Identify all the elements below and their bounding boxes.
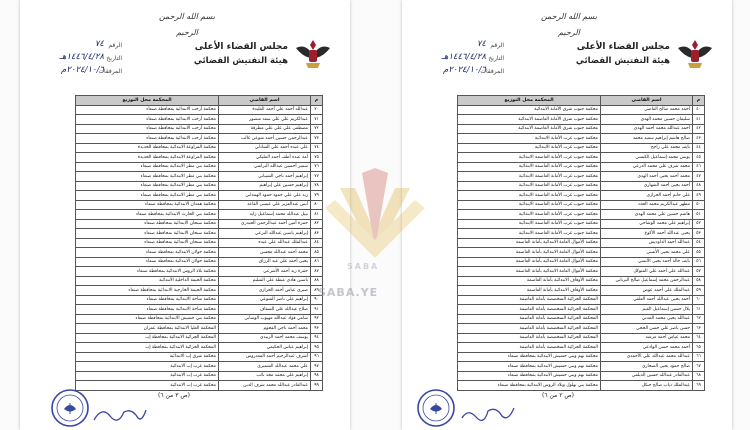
court-cell: محكمة الأوقاف الابتدائية بأمانة العاصمة [458,276,601,286]
row-number: ٥٣ [693,229,705,239]
court-cell: محكمة جنوب غرب الأمانة العاصمة الابتدائية [458,200,601,210]
table-row [458,134,705,144]
page-number: (ص ٢ من ٦) [542,392,574,399]
table-row [458,191,705,201]
table-row [458,124,705,134]
table-row [458,333,705,343]
row-number: ٤٤ [693,143,705,153]
row-number: ٦٦ [693,352,705,362]
table-row [458,143,705,153]
table-row [76,210,323,220]
table-row [458,371,705,381]
judge-name-cell: أنس عبدالعزيز علي عيسى القاعد [219,200,311,210]
judge-name-cell: مصطفى علي علي علي مطرقة [219,124,311,134]
row-number: ٤٣ [693,134,705,144]
watermark-brand: SABA [347,262,380,271]
row-number: ٦٩ [693,381,705,391]
court-cell: محكمة أرحب الابتدائية بمحافظة صنعاء [76,115,219,125]
court-cell: محكمة أرحب الابتدائية بمحافظة صنعاء [76,124,219,134]
court-cell: محكمة جنوب غرب الأمانة العاصمة الابتدائية [458,162,601,172]
table-row [76,105,323,115]
row-number: ٨٥ [311,248,323,258]
court-cell: محكمة المراوعة الابتدائية بمحافظة الحديدة [76,153,219,163]
table-header-row [76,96,323,106]
judge-name-cell: سليمان حسين محمد الهدي [601,115,693,125]
yemen-eagle-emblem-icon [294,36,332,72]
judge-name-cell: صبري عباس أحمد الحرازي [219,286,311,296]
row-number: ٦٧ [693,362,705,372]
judge-name-cell: أحمد محمد حسن الوادعي [601,343,693,353]
judge-name-cell: يوسف محمد أحمد الزبيدي [219,333,311,343]
court-cell: محكمة الأموال العامة الابتدائية بأمانة العاصمة [458,248,601,258]
court-cell: محكمة خولان الابتدائية بمحافظة صنعاء [76,257,219,267]
judge-name-cell: أحمد عبدالله محمد أحمد الهدي [601,124,693,134]
official-stamp-icon [416,388,456,428]
court-cell: محكمة بني مطر الابتدائية بمحافظة صنعاء [76,162,219,172]
court-cell: محكمة جنوب غرب الأمانة العاصمة الابتدائية [458,172,601,182]
judge-name-cell: سامي فؤاد عبدالله مهيوب الوصابي [219,314,311,324]
row-number: ٦٥ [693,343,705,353]
court-cell: المحكمة الجزائية المتخصصة بأمانة العاصمة [458,305,601,315]
row-number: ٨٦ [311,257,323,267]
judge-name-cell: عبدالله أحمد علي أحمد القليدة [219,105,311,115]
row-number: ٦١ [693,305,705,315]
table-row [458,210,705,220]
row-number: ٨٧ [311,267,323,277]
judge-name-cell: حمزة زيد أحمد الأشرعي [219,267,311,277]
reference-date-hijri: ١٤٤٦/٤/٢٨هـ [441,52,486,62]
court-cell: محكمة أرحب الابتدائية بمحافظة صنعاء [76,105,219,115]
court-cell: المحكمة الجزائية الابتدائية بمحافظة إب [76,333,219,343]
row-number: ٧٧ [311,172,323,182]
judge-name-cell: أحمد محمد صالح القاضي [601,105,693,115]
court-cell: محكمة جنوب غرب الأمانة العاصمة الابتدائية [458,181,601,191]
signature-icon [90,402,150,426]
table-row [458,267,705,277]
number-label: الرقم [490,42,504,49]
court-cell: محكمة جنوب غرب الأمانة العاصمة الابتدائية [458,229,601,239]
row-number: ٧٨ [311,181,323,191]
judge-name-cell: إبراهيم أحمد ناجي الشيباني [219,172,311,182]
court-cell: محكمة جنوب شرق الأمانة الابتدائية [458,105,601,115]
row-number: ٩٠ [311,295,323,305]
judge-name-cell: يحيى عبدالله أحمد الأكوع [601,229,693,239]
table-row [76,219,323,229]
row-number: ٤٨ [693,181,705,191]
row-number: ٧٥ [311,153,323,163]
attachments-label: المرفقات [480,68,504,75]
table-row [458,314,705,324]
court-cell: محكمة أرحب الابتدائية بمحافظة صنعاء [76,134,219,144]
row-number: ٩٣ [311,324,323,334]
court-cell: المحكمة العليا الابتدائية بمحافظة عمران [76,324,219,334]
row-number: ٩٦ [311,352,323,362]
inspection-body-name: هيئة التفتيش القضائي [575,56,670,66]
court-cell: محكمة جنوب غرب الأمانة العاصمة الابتدائية [458,191,601,201]
court-cell: المحكمة الجزائية المتخصصة بأمانة العاصمة [458,295,601,305]
table-row [458,200,705,210]
table-row [458,105,705,115]
judge-name-cell: عبدالملك عبدالله علي عبده [219,238,311,248]
court-cell: المحكمة الجزائية المتخصصة بأمانة العاصمة [458,314,601,324]
council-name: مجلس القضاء الأعلى [576,42,670,52]
court-cell: محكمة نهم وبني حشيش الابتدائية بمحافظة صنعاء [458,362,601,372]
reference-number: ٧٤ [476,39,486,49]
court-cell: محكمة نهم وبني حشيش الابتدائية بمحافظة صنعاء [458,352,601,362]
table-row [458,238,705,248]
court-cell: المحكمة الجزائية الابتدائية بمحافظة إب [76,343,219,353]
court-cell: محكمة جنوب غرب الأمانة العاصمة الابتدائية [458,219,601,229]
row-number: ٦٨ [693,371,705,381]
judge-name-cell: هاشم حسين علي محمد الهدي [601,210,693,220]
court-cell: محكمة غرب إب الابتدائية [76,371,219,381]
table-row [76,181,323,191]
court-cell: محكمة جنوب شرق الأمانة العاصمة الابتدائية [458,115,601,125]
court-cell: محكمة الحيمة الخارجية الابتدائية بمحافظة صنعاء [76,286,219,296]
left-table-body [76,105,323,390]
row-number: ٥٠ [693,200,705,210]
table-row [458,248,705,258]
court-cell: محكمة جنوب غرب الأمانة العاصمة الابتدائية [458,210,601,220]
court-cell: محكمة سنحان الابتدائية بمحافظة صنعاء [76,219,219,229]
row-number: ٧٦ [311,162,323,172]
court-cell: محكمة نهم وبني حشيش الابتدائية بمحافظة صنعاء [458,371,601,381]
judge-name-cell: عبدالقادر عبدالله حسين الديلمي [601,371,693,381]
table-row [458,257,705,267]
judges-distribution-table [75,95,323,391]
court-cell: محكمة الحيمة الداخلية الابتدائية [76,276,219,286]
inspection-body-name: هيئة التفتيش القضائي [193,56,288,66]
judge-name-cell: محمد أحمد ناجي القحوم [219,324,311,334]
judge-name-cell: إبراهيم حسين علي إبراهيم [219,181,311,191]
court-cell: المحكمة الجزائية المتخصصة بأمانة العاصمة [458,343,601,353]
row-number: ٦٠ [693,295,705,305]
judge-name-cell: يونس محمد إسماعيل الكبسي [601,153,693,163]
judge-name-cell: أشرف عبدالرحيم أحمد المعدروس [219,352,311,362]
table-row [458,219,705,229]
table-row [76,229,323,239]
column-header-judge-name: اسم القاضي [601,96,693,106]
table-row [458,162,705,172]
row-number: ٨٨ [311,276,323,286]
table-row [76,200,323,210]
judge-name-cell: سمير أحسين عبدالله البراشي [219,162,311,172]
judge-name-cell: محمد شرف علي محمد الدرعي [601,162,693,172]
judge-name-cell: إبراهيم علي محمد مجد نائب [219,371,311,381]
table-row [458,352,705,362]
judge-name-cell: صلاح عبدالله علي السقاف [219,305,311,315]
court-cell: محكمة الأموال العامة الابتدائية بأمانة العاصمة [458,267,601,277]
table-row [458,324,705,334]
judge-name-cell: محمد أحمد يحيى أحمد الهدي [601,172,693,182]
table-row [458,276,705,286]
court-cell: محكمة بني بهلول وبلاد الروس الابتدائية بمحافظة صنعاء [458,381,601,391]
row-number: ٤٥ [693,153,705,163]
table-row [458,295,705,305]
table-row [458,153,705,163]
row-number: ٨٩ [311,286,323,296]
row-number: ٦٢ [693,314,705,324]
table-row [76,295,323,305]
row-number: ٩٧ [311,362,323,372]
date-label: التاريخ [106,55,122,62]
table-row [76,371,323,381]
judge-name-cell: عبدالرحمن محمد إسماعيل صالح البرتاني [601,276,693,286]
judge-name-cell: عبدالله يحيى محمد المدني [601,314,693,324]
court-cell: محكمة الأموال العامة الابتدائية بأمانة العاصمة [458,257,601,267]
row-number: ٤٠ [693,105,705,115]
column-header-num: م [311,96,323,106]
judge-name-cell: عبدالله محمد عبدالله علي الأحمدي [601,352,693,362]
reference-number: ٧٤ [94,39,104,49]
row-number: ٥٦ [693,257,705,267]
court-cell: محكمة بني مطر الابتدائية بمحافظة صنعاء [76,181,219,191]
judge-name-cell: علي حاتم أحمد الحرازي [601,191,693,201]
table-row [458,305,705,315]
row-number: ٧٠ [311,105,323,115]
reference-date-hijri: ١٤٤٦/٤/٢٨هـ [59,52,104,62]
table-row [76,248,323,258]
court-cell: محكمة سنحان الابتدائية بمحافظة صنعاء [76,238,219,248]
table-row [76,305,323,315]
row-number: ٥٤ [693,238,705,248]
table-row [76,276,323,286]
table-row [458,286,705,296]
court-cell: محكمة بني مطر الابتدائية بمحافظة صنعاء [76,191,219,201]
table-row [458,343,705,353]
attachments-label: المرفقات [98,68,122,75]
row-number: ٧٤ [311,143,323,153]
row-number: ٨١ [311,210,323,220]
judge-name-cell: إبراهيم عباس الحكيمي [219,343,311,353]
row-number: ٥٥ [693,248,705,258]
number-label: الرقم [108,42,122,49]
judge-name-cell: عبدالقادر عبدالله محمد شرف الدين [219,381,311,391]
court-cell: محكمة جنوب غرب الأمانة العاصمة الابتدائية [458,153,601,163]
table-row [76,333,323,343]
judge-name-cell: أحمد يحيى أحمد الشهاري [601,181,693,191]
judge-name-cell: بلال حسين إسماعيل القيم [601,305,693,315]
table-row [76,191,323,201]
row-number: ٩٥ [311,343,323,353]
table-row [76,124,323,134]
judge-name-cell: صالح هاشم إبراهيم سعيد محمد [601,134,693,144]
court-cell: محكمة بني مطر الابتدائية بمحافظة صنعاء [76,172,219,182]
table-row [76,162,323,172]
court-cell: محكمة بلاد الروس الابتدائية بمحافظة صنعاء [76,267,219,277]
table-row [458,181,705,191]
court-cell: محكمة غرب إب الابتدائية [76,362,219,372]
row-number: ٨٤ [311,238,323,248]
court-cell: محكمة شرق إب الابتدائية [76,352,219,362]
table-row [458,172,705,182]
court-cell: محكمة جنوب شرق الأمانة العاصمة الابتدائية [458,124,601,134]
table-row [76,286,323,296]
court-cell: محكمة مناخة الابتدائية بمحافظة صنعاء [76,295,219,305]
court-cell: محكمة بني حشيش الابتدائية بمحافظة صنعاء [76,314,219,324]
document-page-3 [20,0,350,430]
judge-name-cell: محمد أحمد عبدالله محسن [219,248,311,258]
judge-name-cell: عبدالكريم علي علي سعد منصور [219,115,311,125]
table-row [458,115,705,125]
column-header-judge-name: اسم القاضي [219,96,311,106]
row-number: ٩٩ [311,381,323,391]
table-row [458,362,705,372]
table-row [76,257,323,267]
row-number: ٤٧ [693,172,705,182]
row-number: ٤٩ [693,191,705,201]
yemen-eagle-emblem-icon [676,36,714,72]
judge-name-cell: علي محمد عبدالله الشميري [219,362,311,372]
judge-name-cell: علي محمد يحيى الأنسي [601,248,693,258]
judge-name-cell: نبيل عبدالله محمد إسماعيل زايد [219,210,311,220]
row-number: ٧٢ [311,124,323,134]
row-number: ٦٤ [693,333,705,343]
official-stamp-icon [50,388,90,428]
table-row [76,362,323,372]
row-number: ٥٩ [693,286,705,296]
judge-name-cell: صالح حمود يحيى الصحاري [601,362,693,372]
table-row [76,172,323,182]
table-row [458,229,705,239]
table-row [76,381,323,391]
judge-name-cell: عبدالملك ذياب صالح حنكل [601,381,693,391]
court-cell: محكمة خولان الابتدائية بمحافظة صنعاء [76,248,219,258]
row-number: ٥٢ [693,219,705,229]
column-header-num: م [693,96,705,106]
court-cell: محكمة الأموال العامة الابتدائية بأمانة العاصمة [458,238,601,248]
row-number: ٧١ [311,115,323,125]
judges-distribution-table [457,95,705,391]
court-cell: محكمة المراوعة الابتدائية بمحافظة الحديدة [76,143,219,153]
judge-name-cell: يحيى أحمد علي عبد الرزاق [219,257,311,267]
reference-block [418,40,504,79]
court-cell: محكمة مناخة الابتدائية بمحافظة صنعاء [76,305,219,315]
court-cell: محكمة جنوب غرب الأمانة الابتدائية [458,134,601,144]
row-number: ٩٤ [311,333,323,343]
court-cell: محكمة همدان الابتدائية بمحافظة صنعاء [76,200,219,210]
row-number: ٦٣ [693,324,705,334]
court-cell: محكمة سنحان الابتدائية بمحافظة صنعاء [76,229,219,239]
judge-name-cell: محمد عباس أحمد مرشد [601,333,693,343]
judge-name-cell: إبراهيم علي ناصر الشوعي [219,295,311,305]
row-number: ٩٢ [311,314,323,324]
judge-name-cell: إبراهيم علي محمد الوشاحي [601,219,693,229]
table-row [76,238,323,248]
judge-name-cell: أحمد يحيى عبدالله أحمد العلفي [601,295,693,305]
row-number: ٥١ [693,210,705,220]
court-cell: المحكمة الجزائية المتخصصة بأمانة العاصمة [458,324,601,334]
watermark-site: SABA.YE [318,286,379,299]
table-row [76,153,323,163]
reference-block [36,40,122,79]
row-number: ٤١ [693,115,705,125]
row-number: ٧٩ [311,191,323,201]
signature-icon [458,402,518,426]
court-cell: محكمة غرب إب الابتدائية [76,381,219,391]
judge-name-cell: عبدالملك علي أحمد عوض [601,286,693,296]
document-page-2 [402,0,732,430]
table-header-row [458,96,705,106]
court-cell: المحكمة الجزائية المتخصصة بأمانة العاصمة [458,333,601,343]
table-row [76,134,323,144]
judge-name-cell: حسن ناصر علي حسن الحجي [601,324,693,334]
row-number: ٧٣ [311,134,323,144]
row-number: ٩١ [311,305,323,315]
judge-name-cell: علي عبده أحمد علي الشاذلي [219,143,311,153]
table-row [76,267,323,277]
row-number: ٨٣ [311,229,323,239]
table-row [76,115,323,125]
column-header-court: المحكمة محل التوزيع [458,96,601,106]
reference-date-gregorian: ٢٠٢٤/١٠/٦م [61,65,104,75]
row-number: ٥٨ [693,276,705,286]
row-number: ٥٧ [693,267,705,277]
table-row [76,343,323,353]
judge-name-cell: مطهر عبدالكريم محمد الحدد [601,200,693,210]
judge-name-cell: زيد علي علي حمود حمود الهمداني [219,191,311,201]
judge-name-cell: حمزة أمين أحمد عبدالرحمن الحيدري [219,219,311,229]
reference-date-gregorian: ٢٠٢٤/١٠/٦م [443,65,486,75]
page-number: (ص ٣ من ٦) [158,392,190,399]
court-cell: محكمة جنوب غرب الأمانة الابتدائية [458,143,601,153]
row-number: ٩٨ [311,371,323,381]
judge-name-cell: إبراهيم ياسين عبدالله البرعي [219,229,311,239]
row-number: ٨٢ [311,219,323,229]
judge-name-cell: نايف محمد علي راجح [601,143,693,153]
table-row [76,314,323,324]
table-row [458,381,705,391]
judge-name-cell: عبدالرحمن حسين أحمد شوعي غالب [219,134,311,144]
court-cell: محكمة بني الحارث الابتدائية بمحافظة صنعاء [76,210,219,220]
basmala-header: بسم الله الرحمن الرحيم [540,12,598,37]
table-row [76,352,323,362]
row-number: ٤٦ [693,162,705,172]
council-name: مجلس القضاء الأعلى [194,42,288,52]
row-number: ٤٢ [693,124,705,134]
basmala-header: بسم الله الرحمن الرحيم [158,12,216,37]
right-table-body [458,105,705,390]
court-cell: محكمة الأوقاف الابتدائية بأمانة العاصمة [458,286,601,296]
date-label: التاريخ [488,55,504,62]
judge-name-cell: ياسين هادي عبطة علي الشليم [219,276,311,286]
row-number: ٨٠ [311,200,323,210]
table-row [76,324,323,334]
table-row [76,143,323,153]
judge-name-cell: نايف خالد أحمد يحيى الأنسي [601,257,693,267]
judge-name-cell: عبدالله علي أحمد علي المتوكل [601,267,693,277]
judge-name-cell: أمة عبده أطف أحمد المليكي [219,153,311,163]
judge-name-cell: عبدالله أحمد الداوديش [601,238,693,248]
column-header-court: المحكمة محل التوزيع [76,96,219,106]
